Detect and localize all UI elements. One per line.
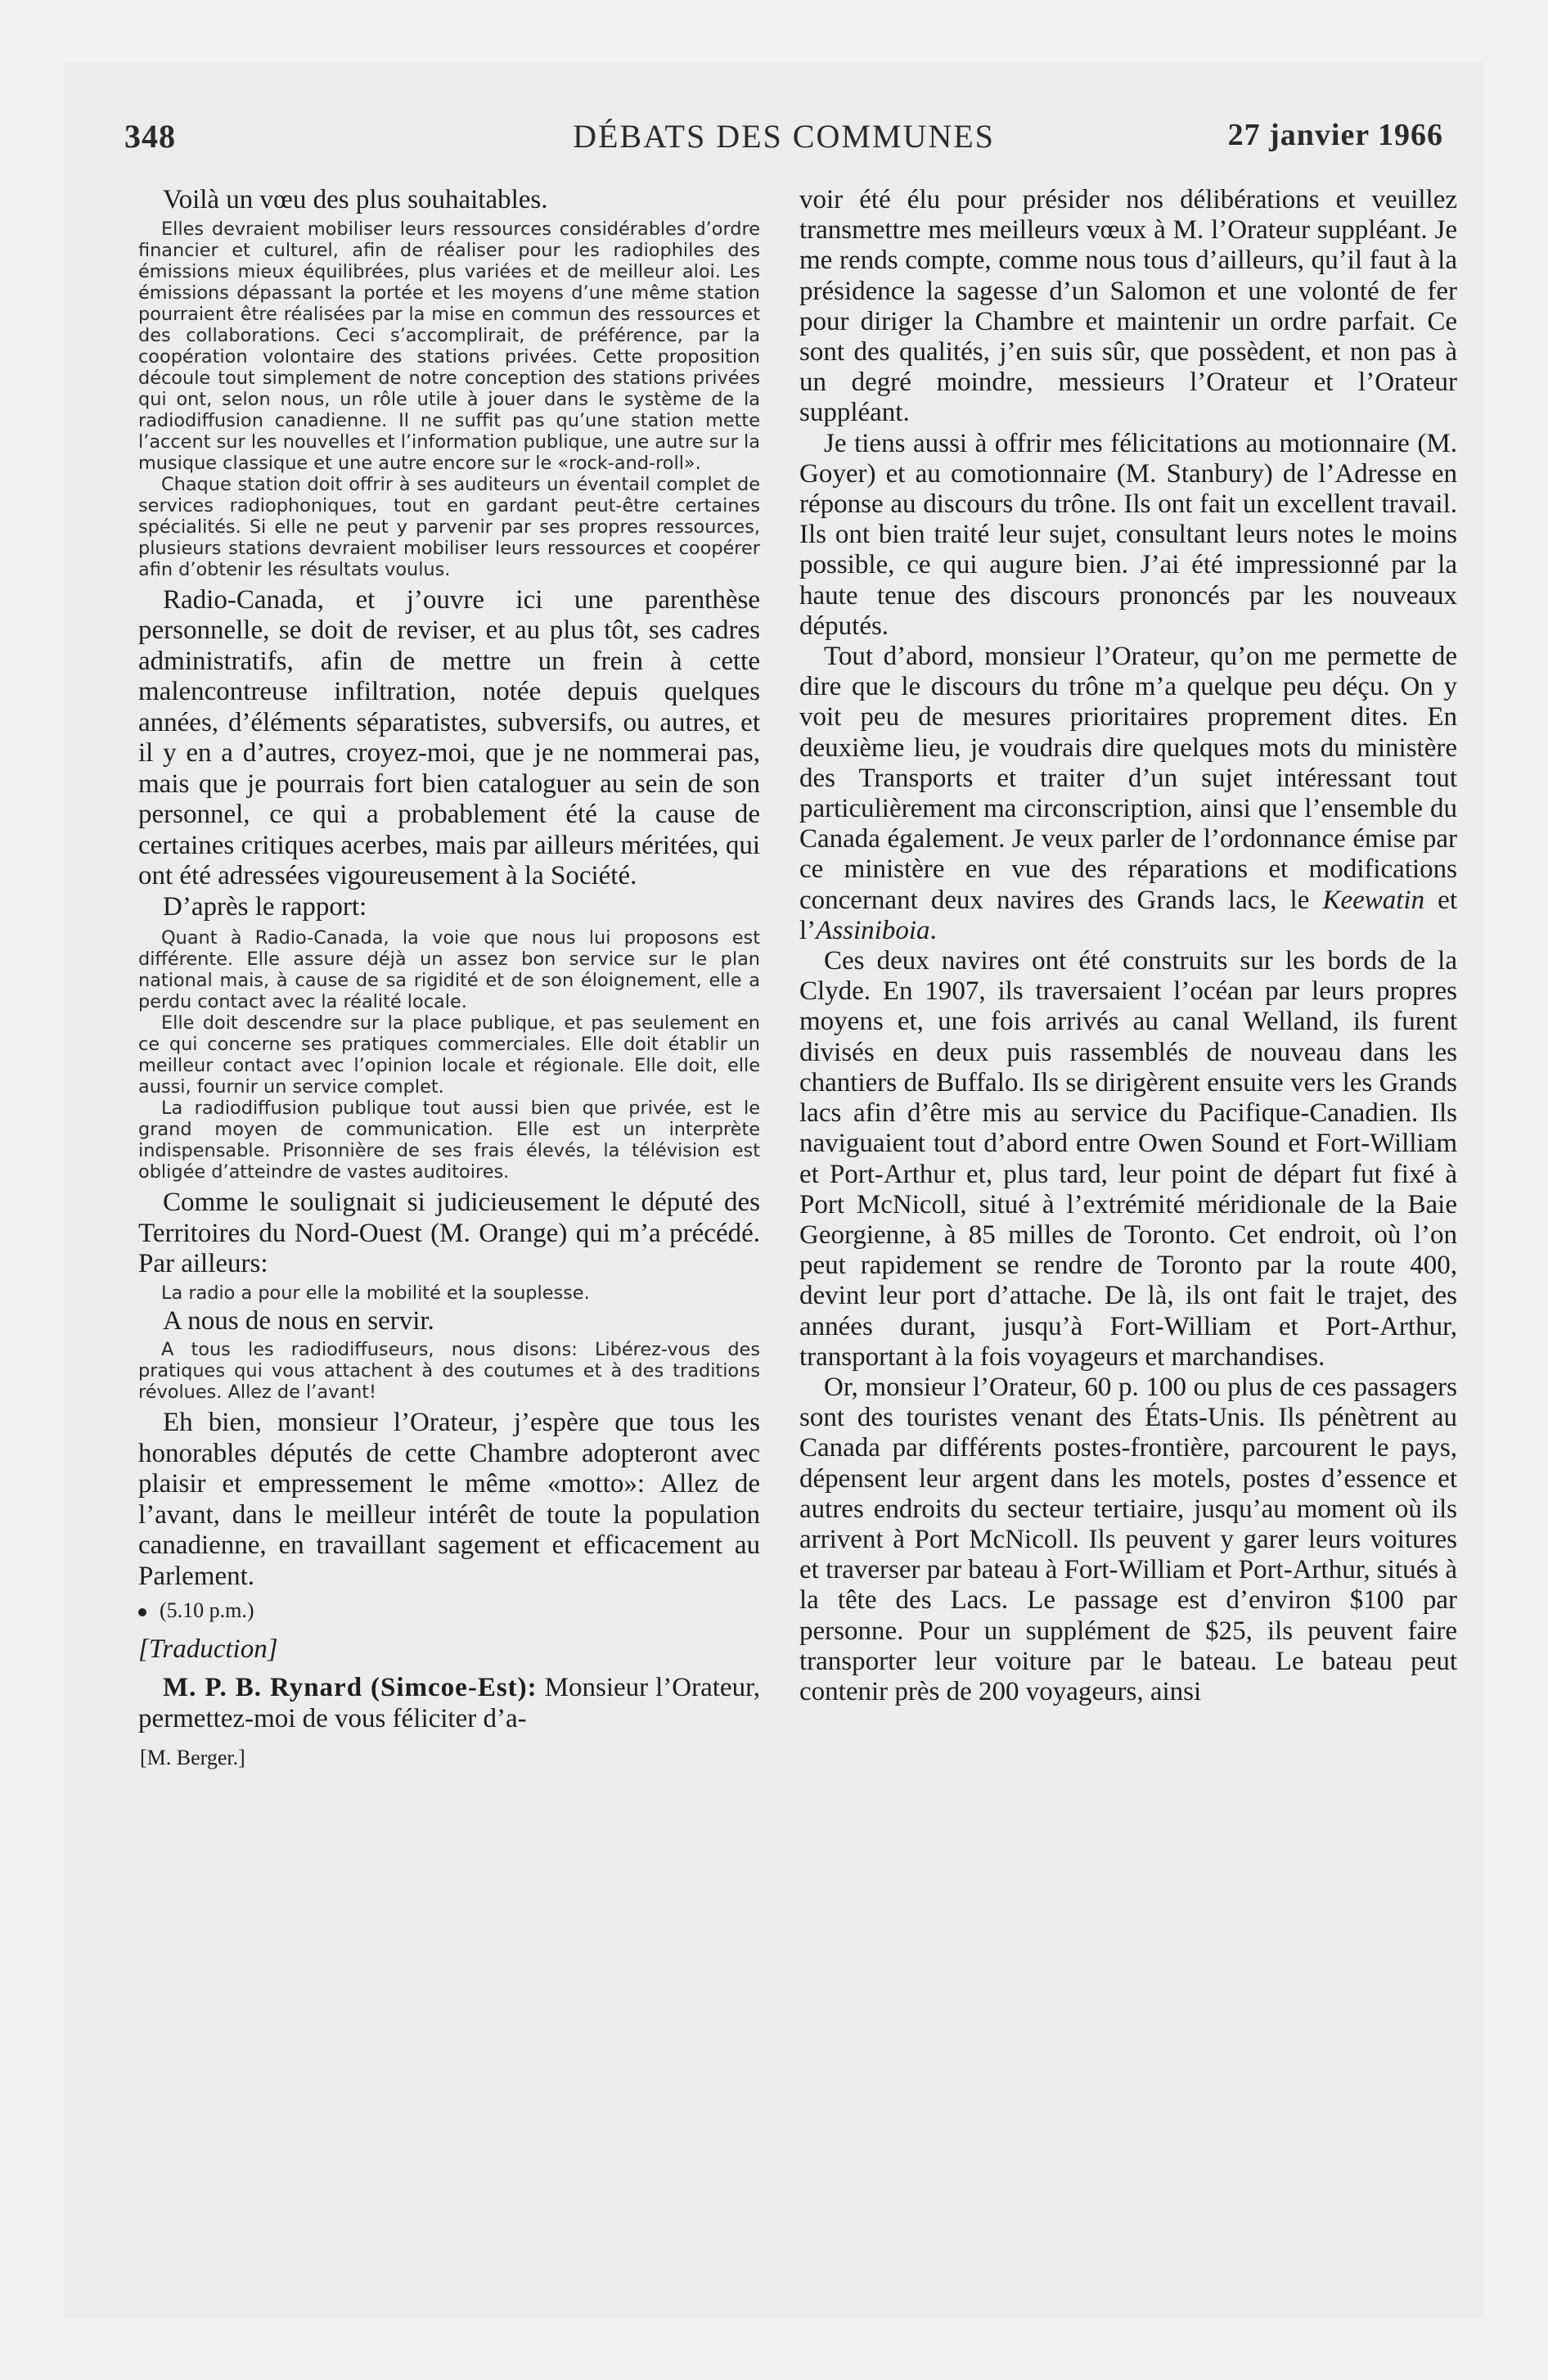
ship-name: Keewatin	[1322, 885, 1425, 915]
header-date: 27 janvier 1966	[1227, 118, 1443, 152]
paragraph: Ces deux navires ont été construits sur les bords de la Clyde. En 1907, ils traversaient l’océan par leurs propres moyens et, une fois arrivés au canal Welland, ils furent divisés en deux puis rassemblés de nouveau dans les chantiers de Buffalo. Ils se dirigèrent ensuite vers les Grands lacs afin d’être mis au service du Pacifique-Canadien. Ils naviguaient tout d’abord entre Owen Sound et Fort-William et Port-Arthur et, plus tard, leur point de départ fut fixé à Port McNicoll, situé à l’extrémité méridionale de la Baie Georgienne, à 85 milles de Toronto. Cet endroit, où l’on peut rapidement se rendre de Toronto par la route 400, devint leur port d’attache. De là, ils ont fait le trajet, des années durant, jusqu’à Fort-William et Port-Arthur, transportant à la fois voyageurs et marchandises.	[799, 946, 1457, 1372]
footnote-speaker: [M. Berger.]	[140, 1746, 245, 1769]
quotation: Elle doit descendre sur la place publique, et pas seulement en ce qui concerne ses pratiques commerciales. Elle doit établir un meilleur contact avec l’opinion locale et régionale. Elle doit, elle aussi, fournir un service complet.	[138, 1012, 760, 1098]
quotation: Quant à Radio-Canada, la voie que nous lui proposons est différente. Elle assure déjà un assez bon service sur le plan national mais, à cause de sa rigidité et de son éloignement, elle a perdu contact avec la réalité locale.	[138, 927, 760, 1012]
ship-name: Assiniboia	[816, 915, 930, 945]
header-title: DÉBATS DES COMMUNES	[573, 118, 995, 155]
quotation: La radio a pour elle la mobilité et la souplesse.	[161, 1282, 590, 1304]
speaker-name: M. P. B. Rynard (Simcoe-Est):	[163, 1673, 538, 1702]
translation-marker: [Traduction]	[138, 1634, 278, 1664]
quotation: Elles devraient mobiliser leurs ressources considérables d’ordre financier et culturel, afin de réaliser pour les radiophiles des émissions mieux équilibrées, plus variées et de meilleur aloi. Les émissions dépassant la portée et les moyens d’une même station pourraient être réalisées par la mise en commun des ressources et des collaborations. Ceci s’accomplirait, de préférence, par la coopération volontaire des stations privées. Cette proposition découle tout simplement de notre conception des stations privées qui ont, selon nous, un rôle utile à jouer dans le système de la radiodiffusion canadienne. Il ne suffit pas qu’une station mette l’accent sur les nouvelles et l’information publique, une autre sur la musique classique et une autre encore sur le «rock-and-roll».	[138, 218, 760, 474]
bullet-icon	[138, 1608, 146, 1616]
quotation: La radiodiffusion publique tout aussi bien que privée, est le grand moyen de communication. Elle est un interprète indispensable. Prisonnière de ses frais élevés, la télévision est obligée d’atteindre de vastes auditoires.	[138, 1098, 760, 1183]
page-number: 348	[124, 118, 176, 155]
paragraph: Comme le soulignait si judicieusement le député des Territoires du Nord-Ouest (M. Orange) qui m’a précédé. Par ailleurs:	[138, 1188, 760, 1278]
speaker-paragraph	[138, 1673, 760, 1734]
page-header	[124, 117, 1443, 166]
paragraph: voir été élu pour présider nos délibérations et veuillez transmettre mes meilleurs vœux à M. l’Orateur suppléant. Je me rends compte, comme nous tous d’ailleurs, qu’il faut à la présidence la sagesse d’un Salomon et une volonté de fer pour diriger la Chambre et maintenir un ordre parfait. Ce sont des qualités, j’en suis sûr, que possèdent, et non pas à un degré moindre, messieurs l’Orateur et l’Orateur suppléant.	[799, 185, 1457, 428]
paragraph	[799, 642, 1457, 946]
paragraph: Je tiens aussi à offrir mes félicitations au motionnaire (M. Goyer) et au comotionnaire (M. Stanbury) de l’Adresse en réponse au discours du trône. Ils ont fait un excellent travail. Ils ont bien traité leur sujet, consultant leurs notes le moins possible, ce qui augure bien. J’ai été impressionné par la haute tenue des discours prononcés par les nouveaux députés.	[799, 428, 1457, 641]
timestamp-text: (5.10 p.m.)	[160, 1598, 254, 1622]
paragraph: Voilà un vœu des plus souhaitables.	[163, 185, 548, 214]
paragraph: A nous de nous en servir.	[163, 1305, 434, 1336]
quotation: Chaque station doit offrir à ses auditeurs un éventail complet de services radiophoniques, tout en gardant peut-être certaines spécialités. Si elle ne peut y parvenir par ses propres ressources, plusieurs stations devraient mobiliser leurs ressources et coopérer afin d’obtenir les résultats voulus.	[138, 473, 760, 580]
paragraph-text: Tout d’abord, monsieur l’Orateur, qu’on me permette de dire que le discours du trône m’a quelque peu déçu. On y voit peu de mesures prioritaires proprement dites. En deuxième lieu, je voudrais dire quelques mots du ministère des Transports et traiter d’un sujet intéressant tout particulièrement ma circonscription, ainsi que l’ensemble du Canada également. Je veux parler de l’ordonnance émise par ce ministère en vue des réparations et modifications concernant deux navires des Grands lacs, le	[799, 642, 1457, 915]
paragraph: Radio-Canada, et j’ouvre ici une parenthèse personnelle, se doit de reviser, et au plus tôt, ses cadres administratifs, afin de mettre un frein à cette malencontreuse infiltration, notée depuis quelques années, d’éléments séparatistes, subversifs, ou autres, et il y en a d’autres, croyez-moi, que je ne nommerai pas, mais que je pourrais fort bien cataloguer au sein de son personnel, ce qui a probablement été la cause de certaines critiques acerbes, mais par ailleurs méritées, qui ont été adressées vigoureusement à la Société.	[138, 584, 760, 890]
paragraph: Or, monsieur l’Orateur, 60 p. 100 ou plus de ces passagers sont des touristes venant des États-Unis. Ils pénètrent au Canada par différents postes-frontière, parcourent le pays, dépensent leur argent dans les motels, postes d’essence et autres endroits du secteur tertiaire, jusqu’au moment où ils arrivent à Port McNicoll. Ils peuvent y garer leurs voitures et traverser par bateau à Fort-William et Port-Arthur, situés à la tête des Lacs. Le passage est d’environ $100 par personne. Pour un supplément de $25, ils peuvent faire transporter leur voiture par le bateau. Le bateau peut contenir près de 200 voyageurs, ainsi	[799, 1372, 1457, 1706]
speaker-text: Monsieur l’Orateur, permettez-moi de vous féliciter d’a-	[138, 1673, 760, 1733]
quotation: A tous les radiodiffuseurs, nous disons: Libérez-vous des pratiques qui vous attachent à des coutumes et à des traditions révolues. Allez de l’avant!	[138, 1339, 760, 1403]
right-column	[799, 185, 1457, 1707]
paragraph-text: .	[929, 915, 937, 945]
paragraph: Eh bien, monsieur l’Orateur, j’espère que tous les honorables députés de cette Chambre adopteront avec plaisir et empressement le même «motto»: Allez de l’avant, dans le meilleur intérêt de toute la population canadienne, en travaillant sagement et efficacement au Parlement.	[138, 1408, 760, 1591]
left-column	[138, 185, 760, 1770]
paragraph: D’après le rapport:	[163, 891, 367, 922]
timestamp	[138, 1598, 760, 1623]
paragraph-text: et l’	[799, 885, 1457, 945]
